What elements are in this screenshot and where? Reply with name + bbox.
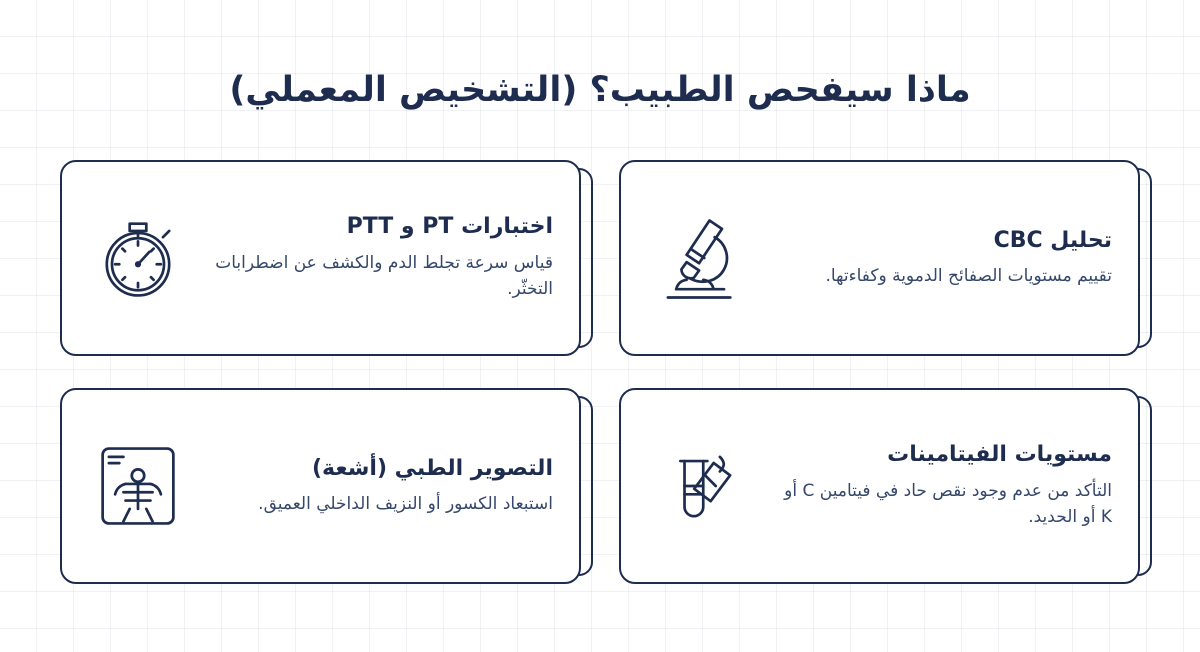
- card-body[interactable]: [60, 160, 581, 356]
- card-description: قياس سرعة تجلط الدم والكشف عن اضطرابات التخثّر.: [215, 252, 553, 300]
- card-text: [769, 441, 1112, 530]
- test-tube-dropper-icon: [639, 428, 755, 544]
- card-text: [769, 227, 1112, 290]
- card-pt-ptt[interactable]: [60, 160, 581, 356]
- card-body[interactable]: [619, 388, 1140, 584]
- card-title: تحليل CBC: [993, 227, 1112, 253]
- card-imaging[interactable]: [60, 388, 581, 584]
- card-text: [210, 455, 553, 518]
- card-title: اختبارات PT و PTT: [346, 214, 553, 240]
- card-body[interactable]: [60, 388, 581, 584]
- card-description: التأكد من عدم وجود نقص حاد في فيتامين C أو K أو الحديد.: [784, 480, 1112, 528]
- xray-scan-icon: [80, 428, 196, 544]
- card-title: التصوير الطبي (أشعة): [311, 455, 553, 481]
- cards-grid: [60, 160, 1140, 584]
- card-body[interactable]: [619, 160, 1140, 356]
- card-text: [210, 213, 553, 302]
- page-title: ماذا سيفحص الطبيب؟ (التشخيص المعملي): [229, 70, 971, 111]
- card-description: تقييم مستويات الصفائح الدموية وكفاءتها.: [825, 266, 1112, 287]
- card-cbc[interactable]: [619, 160, 1140, 356]
- card-title: مستويات الفيتامينات: [887, 442, 1112, 468]
- microscope-icon: [639, 200, 755, 316]
- card-description: استبعاد الكسور أو النزيف الداخلي العميق.: [258, 494, 553, 515]
- card-vitamins[interactable]: [619, 388, 1140, 584]
- stopwatch-icon: [80, 200, 196, 316]
